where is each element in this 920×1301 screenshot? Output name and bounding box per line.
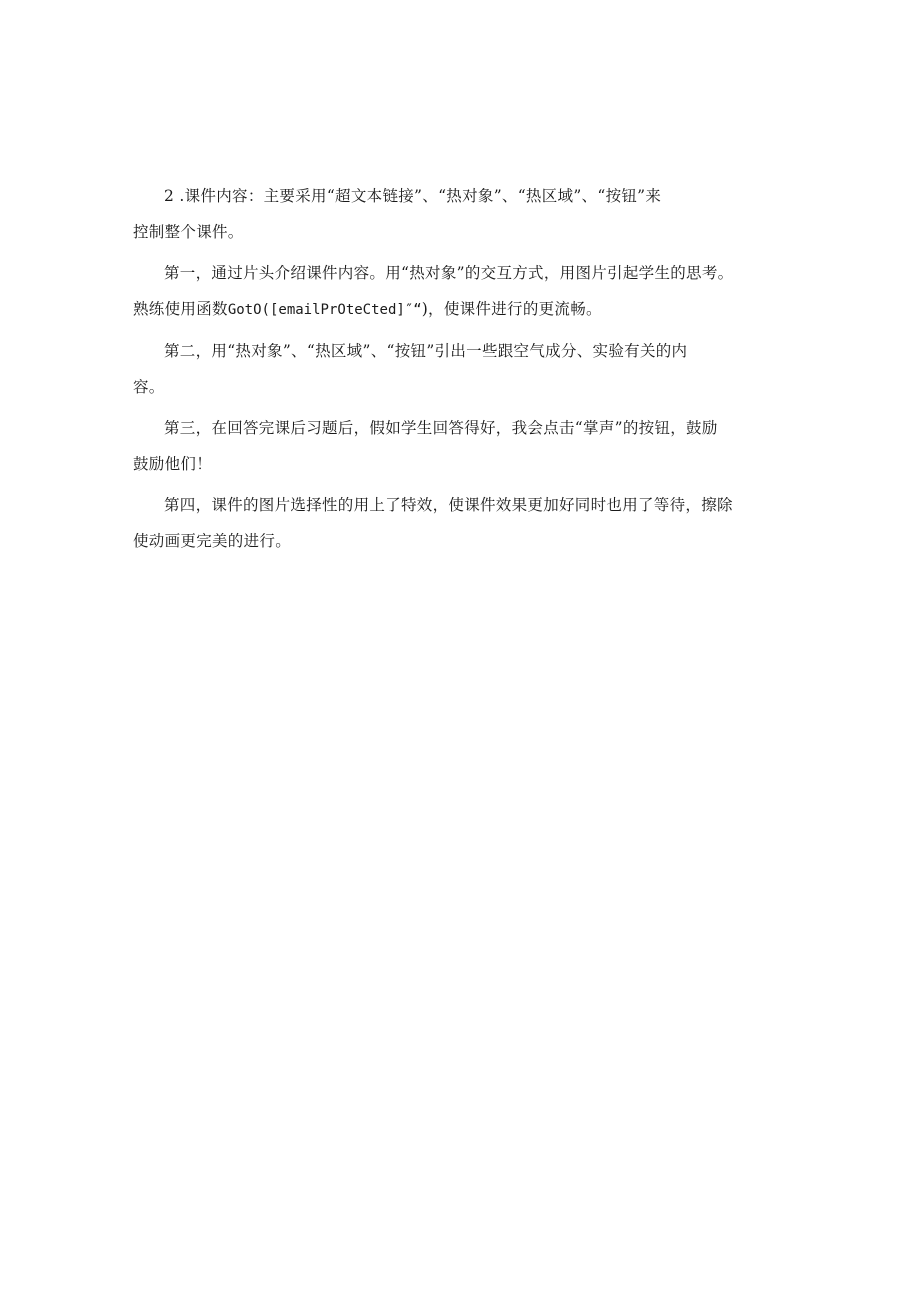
paragraph-line: 第二，用“热对象”、“热区域”、“按钮”引出一些跟空气成分、实验有关的内 <box>164 342 688 360</box>
paragraph-first <box>133 255 795 328</box>
paragraph-line: 第一，通过片头介绍课件内容。用“热对象”的交互方式，用图片引起学生的思考。 <box>164 264 734 282</box>
line-prefix: 熟练使用函数 <box>133 300 228 318</box>
paragraph-line: 第三，在回答完课后习题后，假如学生回答得好，我会点击“掌声”的按钮，鼓励 <box>164 419 718 437</box>
paragraph-line: 控制整个课件。 <box>133 223 244 241</box>
paragraph-third <box>133 410 795 482</box>
paragraph-second <box>133 333 795 405</box>
paragraph-fourth <box>133 487 795 559</box>
paragraph-line: 使动画更完美的进行。 <box>133 532 292 550</box>
paragraph-course-content <box>133 178 795 250</box>
paragraph-line: 2 .课件内容：主要采用“超文本链接”、“热对象”、“热区域”、“按钮”来 <box>164 187 662 205</box>
paragraph-line: 第四，课件的图片选择性的用上了特效，使课件效果更加好同时也用了等待，擦除 <box>164 496 733 514</box>
document-body <box>133 178 795 564</box>
function-code: GotO([emailPrOteCted]″“ <box>227 302 422 318</box>
paragraph-line: 鼓励他们！ <box>133 455 213 473</box>
line-suffix: )，使课件进行的更流畅。 <box>421 300 602 318</box>
paragraph-line <box>133 291 795 328</box>
paragraph-line: 容。 <box>133 378 165 396</box>
